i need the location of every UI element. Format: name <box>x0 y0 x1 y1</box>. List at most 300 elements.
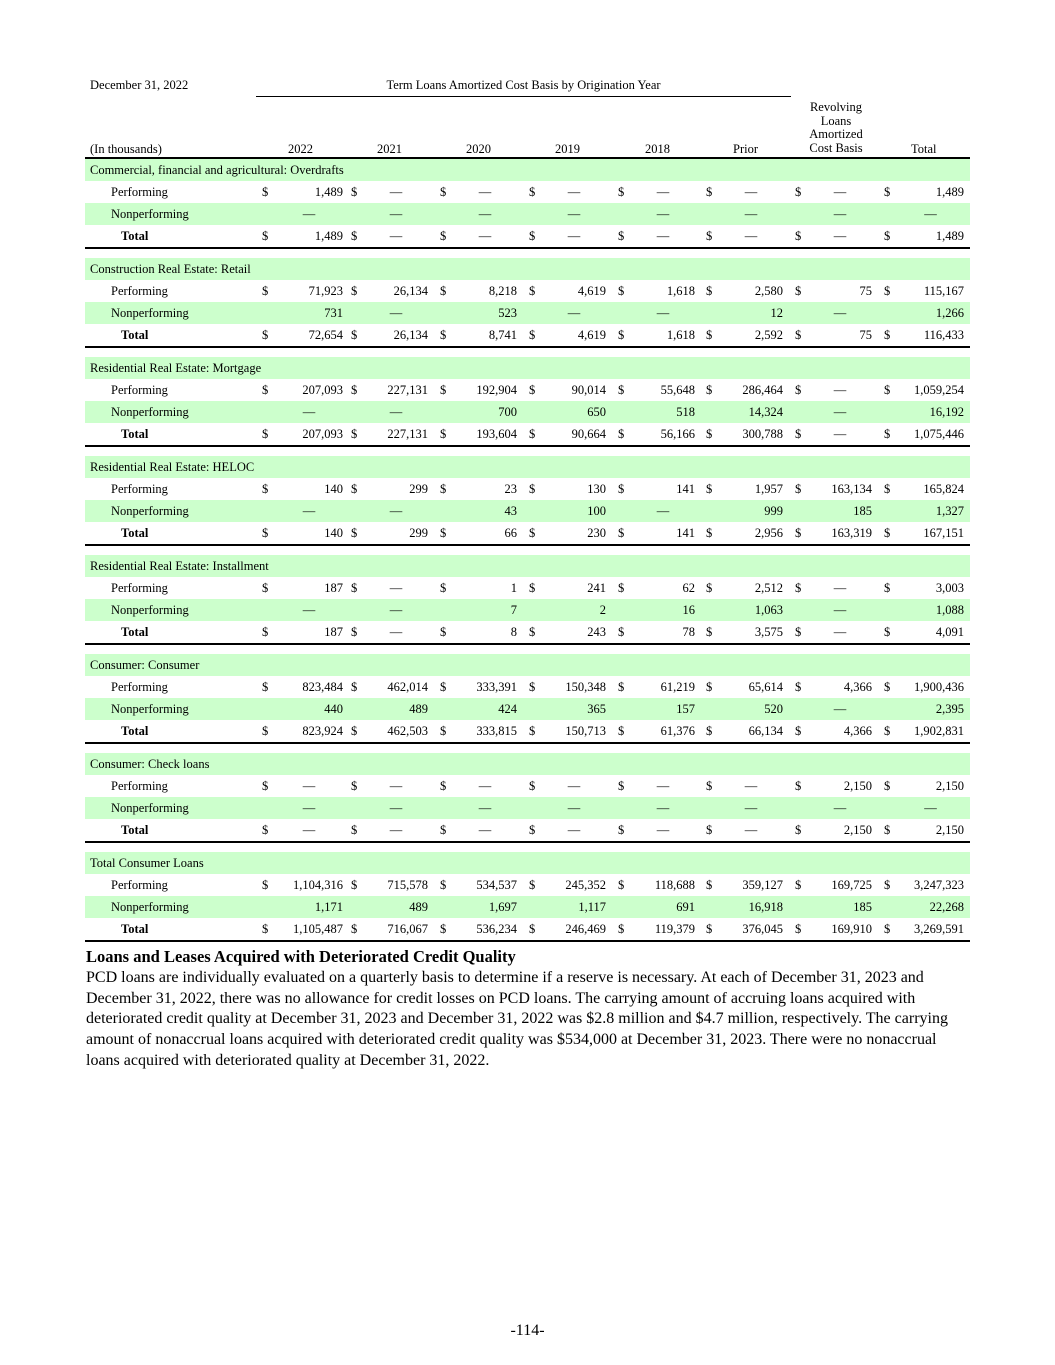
currency-symbol: $ <box>262 284 269 298</box>
table-cell: 1,266 <box>935 306 964 320</box>
table-cell: 2,150 <box>935 779 964 793</box>
currency-symbol: $ <box>706 823 713 837</box>
currency-symbol: $ <box>706 625 713 639</box>
row-label: Total <box>121 328 149 342</box>
currency-symbol: $ <box>351 328 358 342</box>
table-cell: 1,059,254 <box>914 383 964 397</box>
table-cell: 78 <box>682 625 695 639</box>
section-title-row <box>85 555 970 577</box>
currency-symbol: $ <box>440 680 447 694</box>
table-cell: — <box>833 603 847 617</box>
currency-symbol: $ <box>618 229 625 243</box>
currency-symbol: $ <box>795 526 802 540</box>
table-cell: — <box>656 185 670 199</box>
table-row-performing <box>85 181 970 203</box>
table-cell: 999 <box>764 504 783 518</box>
table-cell: 518 <box>676 405 695 419</box>
table-cell: 157 <box>676 702 695 716</box>
table-cell: 141 <box>676 526 695 540</box>
currency-symbol: $ <box>262 779 269 793</box>
table-cell: 520 <box>764 702 783 716</box>
row-label: Performing <box>111 383 168 397</box>
table-cell: 187 <box>324 581 343 595</box>
table-cell: 1,489 <box>935 185 964 199</box>
table-cell: 100 <box>587 504 606 518</box>
currency-symbol: $ <box>440 185 447 199</box>
table-cell: 536,234 <box>476 922 517 936</box>
currency-symbol: $ <box>884 625 891 639</box>
page-number: -114- <box>510 1322 545 1339</box>
table-cell: — <box>478 779 492 793</box>
table-cell: 65,614 <box>748 680 783 694</box>
table-row-performing <box>85 577 970 599</box>
table-cell: — <box>389 185 403 199</box>
table-cell: — <box>389 801 403 815</box>
table-cell: 1,900,436 <box>914 680 964 694</box>
section-spacer <box>85 744 970 753</box>
table-row-total <box>85 423 970 447</box>
currency-symbol: $ <box>262 229 269 243</box>
loans-table <box>85 159 970 942</box>
currency-symbol: $ <box>706 526 713 540</box>
currency-symbol: $ <box>706 229 713 243</box>
table-cell: 8,741 <box>488 328 517 342</box>
table-row-nonperforming <box>85 698 970 720</box>
table-cell: — <box>567 779 581 793</box>
currency-symbol: $ <box>795 625 802 639</box>
row-label: Nonperforming <box>111 504 189 518</box>
table-cell: 150,713 <box>565 724 606 738</box>
currency-symbol: $ <box>440 922 447 936</box>
table-cell: 90,664 <box>571 427 606 441</box>
currency-symbol: $ <box>884 878 891 892</box>
table-cell: 230 <box>587 526 606 540</box>
table-cell: — <box>744 229 758 243</box>
currency-symbol: $ <box>440 482 447 496</box>
currency-symbol: $ <box>795 185 802 199</box>
row-label: Nonperforming <box>111 306 189 320</box>
currency-symbol: $ <box>706 680 713 694</box>
section-title: Residential Real Estate: Mortgage <box>90 361 262 375</box>
table-cell: 2,956 <box>754 526 783 540</box>
currency-symbol: $ <box>262 878 269 892</box>
table-cell: — <box>833 383 847 397</box>
currency-symbol: $ <box>795 680 802 694</box>
table-row-nonperforming <box>85 599 970 621</box>
currency-symbol: $ <box>706 581 713 595</box>
table-cell: 489 <box>409 702 428 716</box>
unit-label: (In thousands) <box>90 142 162 156</box>
currency-symbol: $ <box>706 922 713 936</box>
table-row-total <box>85 819 970 843</box>
table-cell: 4,091 <box>935 625 964 639</box>
currency-symbol: $ <box>884 724 891 738</box>
table-cell: 116,433 <box>923 328 964 342</box>
table-cell: 2,150 <box>843 779 872 793</box>
currency-symbol: $ <box>262 185 269 199</box>
currency-symbol: $ <box>618 185 625 199</box>
row-label: Total <box>121 724 149 738</box>
table-cell: 14,324 <box>748 405 783 419</box>
table-cell: 440 <box>324 702 343 716</box>
currency-symbol: $ <box>618 680 625 694</box>
table-cell: 75 <box>859 284 872 298</box>
table-cell: 1,697 <box>488 900 517 914</box>
column-header-prior: Prior <box>733 142 758 156</box>
table-cell: — <box>478 185 492 199</box>
table-cell: — <box>389 625 403 639</box>
currency-symbol: $ <box>795 724 802 738</box>
currency-symbol: $ <box>262 680 269 694</box>
currency-symbol: $ <box>440 526 447 540</box>
table-row-total <box>85 621 970 645</box>
table-cell: 1 <box>510 581 517 595</box>
table-cell: 192,904 <box>476 383 517 397</box>
table-cell: 26,134 <box>393 284 428 298</box>
currency-symbol: $ <box>351 427 358 441</box>
table-cell: 333,391 <box>476 680 517 694</box>
revolving-line: Revolving <box>809 100 863 114</box>
table-cell: 12 <box>770 306 783 320</box>
table-cell: 300,788 <box>742 427 783 441</box>
currency-symbol: $ <box>529 680 536 694</box>
currency-symbol: $ <box>618 878 625 892</box>
currency-symbol: $ <box>262 383 269 397</box>
table-cell: — <box>833 625 847 639</box>
currency-symbol: $ <box>884 526 891 540</box>
table-row-total <box>85 720 970 744</box>
table-cell: 22,268 <box>929 900 964 914</box>
table-cell: 185 <box>853 504 872 518</box>
table-cell: 115,167 <box>923 284 964 298</box>
currency-symbol: $ <box>351 680 358 694</box>
row-label: Performing <box>111 185 168 199</box>
table-cell: — <box>302 801 316 815</box>
table-cell: 193,604 <box>476 427 517 441</box>
currency-symbol: $ <box>529 779 536 793</box>
table-cell: 365 <box>587 702 606 716</box>
table-cell: 1,489 <box>314 185 343 199</box>
row-label: Performing <box>111 878 168 892</box>
currency-symbol: $ <box>618 724 625 738</box>
table-cell: 299 <box>409 482 428 496</box>
currency-symbol: $ <box>262 581 269 595</box>
table-cell: — <box>924 801 937 815</box>
currency-symbol: $ <box>795 328 802 342</box>
currency-symbol: $ <box>618 922 625 936</box>
table-cell: 23 <box>504 482 517 496</box>
table-cell: 55,648 <box>660 383 695 397</box>
table-cell: — <box>656 504 670 518</box>
table-cell: 299 <box>409 526 428 540</box>
table-cell: 650 <box>587 405 606 419</box>
table-cell: 2,395 <box>935 702 964 716</box>
table-cell: 1,327 <box>935 504 964 518</box>
table-row-total <box>85 522 970 546</box>
currency-symbol: $ <box>795 284 802 298</box>
currency-symbol: $ <box>795 482 802 496</box>
section-title: Consumer: Consumer <box>90 658 200 672</box>
section-spacer <box>85 348 970 357</box>
table-cell: 1,063 <box>754 603 783 617</box>
table-cell: 823,484 <box>302 680 343 694</box>
table-cell: — <box>744 185 758 199</box>
table-cell: 8,218 <box>488 284 517 298</box>
table-cell: 823,924 <box>302 724 343 738</box>
table-cell: 163,134 <box>831 482 872 496</box>
revolving-line: Amortized <box>809 127 863 141</box>
currency-symbol: $ <box>529 427 536 441</box>
section-spacer <box>85 843 970 852</box>
row-label: Total <box>121 427 149 441</box>
currency-symbol: $ <box>529 724 536 738</box>
currency-symbol: $ <box>884 427 891 441</box>
table-cell: 165,824 <box>923 482 964 496</box>
currency-symbol: $ <box>440 284 447 298</box>
currency-symbol: $ <box>529 581 536 595</box>
currency-symbol: $ <box>262 427 269 441</box>
currency-symbol: $ <box>262 922 269 936</box>
table-cell: 1,489 <box>935 229 964 243</box>
currency-symbol: $ <box>884 482 891 496</box>
table-cell: 1,171 <box>314 900 343 914</box>
table-cell: 16,918 <box>748 900 783 914</box>
currency-symbol: $ <box>529 526 536 540</box>
table-cell: 66 <box>504 526 517 540</box>
currency-symbol: $ <box>351 922 358 936</box>
table-cell: — <box>656 779 670 793</box>
table-cell: — <box>833 306 847 320</box>
currency-symbol: $ <box>351 526 358 540</box>
table-cell: — <box>389 229 403 243</box>
table-cell: — <box>389 504 403 518</box>
currency-symbol: $ <box>529 185 536 199</box>
table-cell: — <box>302 603 316 617</box>
table-row-nonperforming <box>85 797 970 819</box>
table-cell: 359,127 <box>742 878 783 892</box>
table-cell: 3,003 <box>935 581 964 595</box>
currency-symbol: $ <box>706 185 713 199</box>
table-cell: 286,464 <box>742 383 783 397</box>
row-label: Performing <box>111 581 168 595</box>
table-cell: 4,366 <box>843 680 872 694</box>
table-cell: — <box>302 207 316 221</box>
currency-symbol: $ <box>351 284 358 298</box>
section-title-row <box>85 258 970 280</box>
table-cell: 731 <box>324 306 343 320</box>
table-cell: 1,088 <box>935 603 964 617</box>
table-cell: — <box>302 823 316 837</box>
section-title-row <box>85 654 970 676</box>
currency-symbol: $ <box>884 185 891 199</box>
table-cell: — <box>833 185 847 199</box>
currency-symbol: $ <box>618 383 625 397</box>
currency-symbol: $ <box>440 724 447 738</box>
table-cell: — <box>389 207 403 221</box>
currency-symbol: $ <box>884 284 891 298</box>
table-row-nonperforming <box>85 401 970 423</box>
table-row-total <box>85 225 970 249</box>
section-title: Consumer: Check loans <box>90 757 210 771</box>
section-spacer <box>85 546 970 555</box>
currency-symbol: $ <box>262 482 269 496</box>
table-cell: — <box>567 185 581 199</box>
currency-symbol: $ <box>706 328 713 342</box>
table-cell: 43 <box>504 504 517 518</box>
section-title: Total Consumer Loans <box>90 856 204 870</box>
table-cell: — <box>478 801 492 815</box>
currency-symbol: $ <box>884 823 891 837</box>
table-cell: 4,366 <box>843 724 872 738</box>
row-label: Performing <box>111 482 168 496</box>
currency-symbol: $ <box>884 328 891 342</box>
currency-symbol: $ <box>351 878 358 892</box>
currency-symbol: $ <box>351 581 358 595</box>
table-cell: 150,348 <box>565 680 606 694</box>
table-cell: 3,247,323 <box>914 878 964 892</box>
currency-symbol: $ <box>795 779 802 793</box>
table-cell: — <box>744 801 758 815</box>
table-cell: 245,352 <box>565 878 606 892</box>
currency-symbol: $ <box>351 724 358 738</box>
table-row-performing <box>85 478 970 500</box>
table-cell: 1,618 <box>666 328 695 342</box>
table-row-nonperforming <box>85 500 970 522</box>
table-cell: 167,151 <box>923 526 964 540</box>
currency-symbol: $ <box>440 878 447 892</box>
table-cell: 7 <box>510 603 517 617</box>
table-cell: 207,093 <box>302 383 343 397</box>
row-label: Nonperforming <box>111 801 189 815</box>
currency-symbol: $ <box>440 779 447 793</box>
table-cell: — <box>389 603 403 617</box>
currency-symbol: $ <box>618 482 625 496</box>
currency-symbol: $ <box>618 284 625 298</box>
table-cell: 716,067 <box>387 922 428 936</box>
table-row-performing <box>85 280 970 302</box>
table-row-nonperforming <box>85 203 970 225</box>
table-cell: — <box>389 779 403 793</box>
currency-symbol: $ <box>529 922 536 936</box>
revolving-line: Cost Basis <box>809 140 863 155</box>
table-cell: 140 <box>324 482 343 496</box>
currency-symbol: $ <box>262 724 269 738</box>
table-cell: — <box>567 229 581 243</box>
table-cell: — <box>302 405 316 419</box>
section-spacer <box>85 447 970 456</box>
table-row-performing <box>85 676 970 698</box>
currency-symbol: $ <box>351 185 358 199</box>
currency-symbol: $ <box>440 229 447 243</box>
table-cell: 462,503 <box>387 724 428 738</box>
table-cell: 534,537 <box>476 878 517 892</box>
section-title-row <box>85 456 970 478</box>
table-cell: 424 <box>498 702 517 716</box>
currency-symbol: $ <box>706 878 713 892</box>
table-cell: — <box>833 801 847 815</box>
currency-symbol: $ <box>884 581 891 595</box>
table-cell: 691 <box>676 900 695 914</box>
currency-symbol: $ <box>884 680 891 694</box>
table-cell: — <box>744 779 758 793</box>
section-title: Residential Real Estate: Installment <box>90 559 269 573</box>
currency-symbol: $ <box>618 581 625 595</box>
table-cell: 1,105,487 <box>293 922 343 936</box>
table-cell: 90,014 <box>571 383 606 397</box>
currency-symbol: $ <box>351 482 358 496</box>
column-header-2018: 2018 <box>645 142 670 156</box>
currency-symbol: $ <box>351 383 358 397</box>
section-title-row <box>85 357 970 379</box>
currency-symbol: $ <box>529 328 536 342</box>
currency-symbol: $ <box>440 383 447 397</box>
currency-symbol: $ <box>262 328 269 342</box>
table-cell: — <box>656 801 670 815</box>
section-spacer <box>85 645 970 654</box>
table-row-total <box>85 324 970 348</box>
table-cell: 163,319 <box>831 526 872 540</box>
table-cell: — <box>567 801 581 815</box>
currency-symbol: $ <box>529 878 536 892</box>
table-cell: — <box>302 779 316 793</box>
table-cell: — <box>478 823 492 837</box>
currency-symbol: $ <box>706 427 713 441</box>
table-cell: 1,618 <box>666 284 695 298</box>
table-cell: 56,166 <box>660 427 695 441</box>
table-cell: 185 <box>853 900 872 914</box>
table-cell: 227,131 <box>387 427 428 441</box>
table-cell: — <box>567 823 581 837</box>
table-cell: — <box>744 207 758 221</box>
column-header-revolving <box>800 101 872 155</box>
table-cell: 3,269,591 <box>914 922 964 936</box>
body-paragraph: PCD loans are individually evaluated on a quarterly basis to determine if a reserve is necessary. At each of December 31, 2023 and December 31, 2022, there was no allowance for credit losses on PCD loans. The carrying amount of accruing loans acquired with deteriorated credit quality at December 31, 2023 and December 31, 2022 was $2.8 million and $4.7 million, respectively. The carrying amount of nonaccrual loans acquired with deteriorated credit quality was $534,000 at December 31, 2023. There were no nonaccrual loans acquired with deteriorated quality at December 31, 2022. <box>86 969 948 1069</box>
table-cell: 2,512 <box>754 581 783 595</box>
currency-symbol: $ <box>884 922 891 936</box>
table-cell: 243 <box>587 625 606 639</box>
currency-symbol: $ <box>351 823 358 837</box>
table-cell: 246,469 <box>565 922 606 936</box>
table-cell: 241 <box>587 581 606 595</box>
table-cell: — <box>389 306 403 320</box>
table-row-nonperforming <box>85 896 970 918</box>
currency-symbol: $ <box>706 724 713 738</box>
table-cell: — <box>656 207 670 221</box>
section-spacer <box>85 249 970 258</box>
table-cell: — <box>389 581 403 595</box>
currency-symbol: $ <box>795 229 802 243</box>
table-cell: 140 <box>324 526 343 540</box>
table-cell: 71,923 <box>308 284 343 298</box>
row-label: Nonperforming <box>111 405 189 419</box>
section-title: Construction Real Estate: Retail <box>90 262 251 276</box>
currency-symbol: $ <box>351 625 358 639</box>
table-row-performing <box>85 775 970 797</box>
table-cell: — <box>833 702 847 716</box>
table-cell: 1,117 <box>578 900 606 914</box>
currency-symbol: $ <box>618 823 625 837</box>
table-cell: 26,134 <box>393 328 428 342</box>
table-cell: — <box>924 207 937 221</box>
table-cell: 376,045 <box>742 922 783 936</box>
currency-symbol: $ <box>618 779 625 793</box>
table-date: December 31, 2022 <box>90 78 189 92</box>
table-cell: — <box>302 504 316 518</box>
table-cell: 4,619 <box>577 284 606 298</box>
row-label: Total <box>121 526 149 540</box>
table-row-nonperforming <box>85 302 970 324</box>
table-cell: — <box>389 823 403 837</box>
